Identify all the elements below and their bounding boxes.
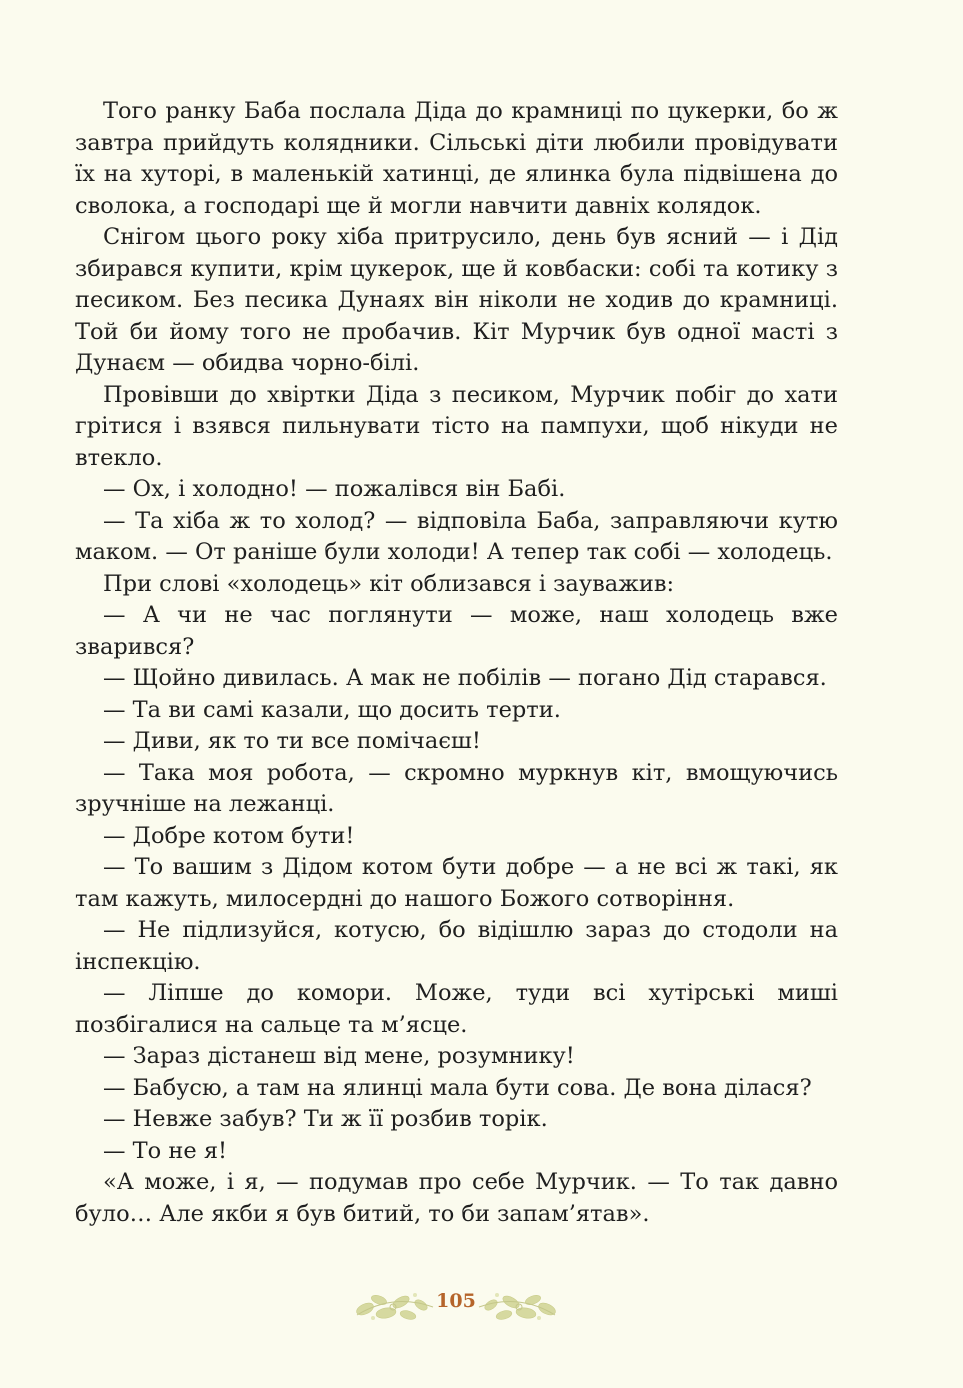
paragraph-10: — Диви, як то ти все помічаєш! bbox=[103, 728, 481, 754]
paragraph-6: При слові «холодець» кіт облизався і зауважив: bbox=[103, 570, 675, 597]
paragraph-12: — Добре котом бути! bbox=[103, 822, 355, 849]
page-body bbox=[75, 96, 838, 1230]
page-footer bbox=[353, 1285, 559, 1325]
paragraph-3: Провівши до хвіртки Діда з песиком, Мурчик побіг до хати грітися і взявся пильнувати тісто на пампухи, щоб нікуди не втекло. bbox=[75, 381, 838, 471]
paragraph-2: Снігом цього року хіба притрусило, день був ясний — і Дід збирався купити, крім цукерок, ще й ковбаски: собі та котику з песиком. Без песика Дунаях він ніколи не ходив до крамниці. Той би йому того не пробачив. Кіт Мурчик був одної масті з Дунаєм — обидва чорно-білі. bbox=[75, 224, 838, 376]
paragraph-4: — Ох, і холодно! — пожалівся він Бабі. bbox=[103, 476, 566, 502]
paragraph-13: — То вашим з Дідом котом бути добре — а не всі ж такі, як там кажуть, милосердні до нашого Божого сотворіння. bbox=[75, 854, 838, 912]
paragraph-9: — Та ви самі казали, що досить терти. bbox=[103, 696, 561, 723]
paragraph-7: — А чи не час поглянути — може, наш холодець вже зварився? bbox=[75, 602, 838, 660]
page-number: 105 bbox=[436, 1290, 476, 1312]
paragraph-1: Того ранку Баба послала Діда до крамниці по цукерки, бо ж завтра прийдуть колядники. Сільські діти любили провідувати їх на хуторі, в маленькій хатинці, де ялинка була підвішена до сволока, а господарі ще й могли навчити давніх колядок. bbox=[75, 98, 838, 219]
paragraph-14: — Не підлизуйся, котусю, бо відішлю зараз до стодоли на інспекцію. bbox=[75, 917, 838, 975]
paragraph-11: — Така моя робота, — скромно муркнув кіт, вмощуючись зручніше на лежанці. bbox=[75, 759, 838, 817]
paragraph-5: — Та хіба ж то холод? — відповіла Баба, заправляючи кутю маком. — От раніше були холоди! А тепер так собі — холодець. bbox=[75, 507, 838, 565]
paragraph-16: — Зараз дістанеш від мене, розумнику! bbox=[103, 1043, 575, 1069]
paragraph-18: — Невже забув? Ти ж її розбив торік. bbox=[103, 1106, 548, 1132]
paragraph-8: — Щойно дивилась. А мак не побілів — погано Дід старався. bbox=[103, 665, 827, 691]
paragraph-15: — Ліпше до комори. Може, туди всі хутірські миші позбігалися на сальце та м’ясце. bbox=[75, 980, 838, 1038]
paragraph-17: — Бабусю, а там на ялинці мала бути сова. Де вона ділася? bbox=[103, 1074, 812, 1101]
paragraph-20: «А може, і я, — подумав про себе Мурчик. — То так давно було… Але якби я був битий, то би запам’ятав». bbox=[75, 1169, 838, 1227]
paragraph-19: — То не я! bbox=[103, 1137, 228, 1164]
